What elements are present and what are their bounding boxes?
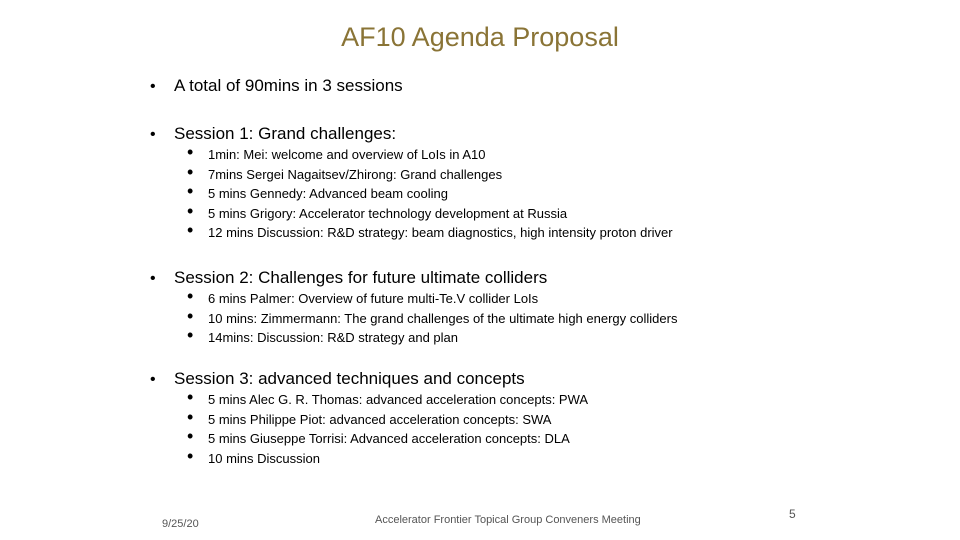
bullet-dot-icon: • (187, 445, 194, 466)
bullet-dot-icon: • (150, 126, 156, 143)
session-1-list (187, 142, 673, 243)
bullet-session-2 (150, 268, 547, 289)
bullet-dot-icon: • (187, 200, 194, 221)
list-item: • 5 mins Giuseppe Torrisi: Advanced acceleration concepts: DLA (187, 426, 570, 446)
bullet-dot-icon: • (187, 142, 194, 162)
bullet-text: Session 1: Grand challenges: (174, 124, 397, 143)
bullet-dot-icon: • (187, 387, 194, 407)
list-item: • 6 mins Palmer: Overview of future multi-Te.V collider LoIs (187, 286, 539, 306)
list-item: • 1min: Mei: welcome and overview of LoIs in A10 (187, 142, 486, 162)
bullet-dot-icon: • (187, 325, 194, 345)
list-item: • 10 mins: Zimmermann: The grand challenges of the ultimate high energy colliders (187, 305, 678, 326)
bullet-dot-icon: • (187, 305, 194, 326)
footer-title: Accelerator Frontier Topical Group Conveners Meeting (375, 514, 641, 526)
list-item: • 7mins Sergei Nagaitsev/Zhirong: Grand challenges (187, 161, 503, 182)
bullet-text: Session 3: advanced techniques and concepts (174, 369, 525, 388)
bullet-dot-icon: • (187, 426, 194, 446)
bullet-dot-icon: • (187, 286, 194, 306)
page-number: 5 (789, 507, 796, 521)
bullet-dot-icon: • (150, 270, 156, 287)
bullet-text: Session 2: Challenges for future ultimate colliders (174, 268, 548, 287)
bullet-dot-icon: • (187, 406, 194, 427)
list-item: • 5 mins Grigory: Accelerator technology development at Russia (187, 200, 568, 221)
list-item: • 5 mins Philippe Piot: advanced acceleration concepts: SWA (187, 406, 552, 427)
list-item: • 14mins: Discussion: R&D strategy and plan (187, 325, 459, 345)
session-3-list (187, 387, 589, 468)
bullet-dot-icon: • (187, 181, 194, 201)
slide-title: AF10 Agenda Proposal (341, 22, 619, 52)
bullet-total (150, 76, 403, 97)
footer-date: 9/25/20 (162, 518, 199, 530)
list-item: • 12 mins Discussion: R&D strategy: beam diagnostics, high intensity proton driver (187, 220, 673, 240)
bullet-dot-icon: • (150, 371, 156, 388)
bullet-session-3 (150, 369, 525, 390)
bullet-dot-icon: • (187, 220, 194, 240)
session-2-list (187, 286, 678, 348)
bullet-dot-icon: • (150, 78, 156, 95)
list-item: • 5 mins Gennedy: Advanced beam cooling (187, 181, 448, 201)
list-item: • 10 mins Discussion (187, 445, 320, 466)
list-item: • 5 mins Alec G. R. Thomas: advanced acceleration concepts: PWA (187, 387, 589, 407)
bullet-dot-icon: • (187, 161, 194, 182)
bullet-text: A total of 90mins in 3 sessions (174, 76, 403, 95)
